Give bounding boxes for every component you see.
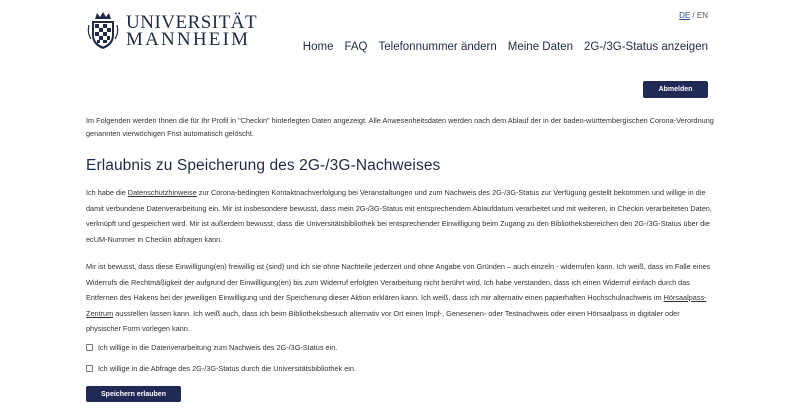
para1-post: zur Corona-bedingten Kontaktnachverfolgung bei Veranstaltungen und zum Nachweis des 2G-/3G-Status zur Verfügung gestellt bekommen und willige in die damit verbundene Datenverarbeitung ein. Mir ist insbesondere bewusst, dass mein 2G-/3G-Status mit entsprechendem Ablaufdatum verarbeitet und mit weiteren, in Checkin verarbeiteten Daten, verknüpft und gespeichert wird. Mir ist außerdem bewusst, dass die Universitätsbibliothek bei entsprechender Einwilligung beim Zugang zu den Bibliotheksbereichen den 2G-/3G-Status über die ecUM-Nummer in Checkin abfragen kann. xyxy=(86,188,712,244)
consent-paragraph-1 xyxy=(86,185,714,247)
checkbox-label: Ich willige in die Datenverarbeitung zum Nachweis des 2G-/3G-Status ein. xyxy=(98,343,338,352)
para2-pre: Mir ist bewusst, dass diese Einwilligung(en) freiwillig ist (sind) und ich sie ohne Nachteile jederzeit und ohne Angabe von Gründen – auch einzeln - widerrufen kann. Ich weiß, dass im Falle eines Widerrufs die Rechtmäßigkeit der aufgrund der Einwilligung(en) bis zum Widerruf erfolgten Verarbeitung nicht berührt wird. Ich habe verstanden, dass ich einen Widerruf einfach durch das Entfernen des Hakens bei der jeweiligen Einwilligung und der Speicherung dieser Aktion erklären kann. Ich weiß, dass ich mir alternativ einen papierhaften Hochschulnachweis im xyxy=(86,262,711,302)
nav-home[interactable]: Home xyxy=(302,41,334,53)
logo-line-1: UNIVERSITÄT xyxy=(126,12,258,33)
intro-text: Im Folgenden werden Ihnen die für Ihr Profil in "Checkin" hinterlegten Daten angezeigt. Alle Anwesenheitsdaten werden nach dem Ablauf der in der baden-württembergischen Corona-Verordnung genannten vierwöchigen Frist automatisch gelöscht. xyxy=(86,116,714,138)
para2-post: ausstellen lassen kann. Ich weiß auch, dass ich beim Bibliotheksbesuch alternativ vor Ort einen Impf-, Genesenen- oder Testnachweis oder einen Hörsaalpass in digitaler oder physischer Form vorlegen kann. xyxy=(86,308,680,333)
main-nav xyxy=(303,41,708,53)
logo-line-2: MANNHEIM xyxy=(126,29,251,50)
checkbox-label: Ich willige in die Abfrage des 2G-/3G-Status durch die Universitätsbibliothek ein. xyxy=(98,364,356,373)
lang-en-link[interactable]: EN xyxy=(696,11,708,20)
crest-icon xyxy=(86,11,120,51)
lang-separator: / xyxy=(690,11,697,20)
nav-faq[interactable]: FAQ xyxy=(344,41,368,53)
nav-my-data[interactable]: Meine Daten xyxy=(507,41,573,53)
nav-change-phone[interactable]: Telefonnummer ändern xyxy=(378,41,497,53)
logo-wordmark xyxy=(126,14,257,48)
consent-checkbox-processing[interactable] xyxy=(86,343,337,352)
privacy-notice-link[interactable]: Datenschutzhinweise xyxy=(127,188,197,197)
checkbox[interactable] xyxy=(86,365,93,372)
logout-button[interactable]: Abmelden xyxy=(643,81,708,98)
lecture-pass-center-link[interactable]: Hörsaalpass-Zentrum xyxy=(86,293,707,318)
save-consent-button[interactable]: Speichern erlauben xyxy=(86,386,181,402)
para1-pre: Ich habe die xyxy=(86,188,128,197)
language-switcher xyxy=(679,11,708,20)
consent-checkbox-library[interactable] xyxy=(86,364,356,373)
consent-paragraph-2 xyxy=(86,259,714,337)
checkbox[interactable] xyxy=(86,344,93,351)
university-logo[interactable] xyxy=(86,11,257,51)
page-title: Erlaubnis zu Speicherung des 2G-/3G-Nachweises xyxy=(86,157,441,174)
lang-de-link[interactable]: DE xyxy=(679,11,691,20)
nav-status[interactable]: 2G-/3G-Status anzeigen xyxy=(583,41,708,53)
